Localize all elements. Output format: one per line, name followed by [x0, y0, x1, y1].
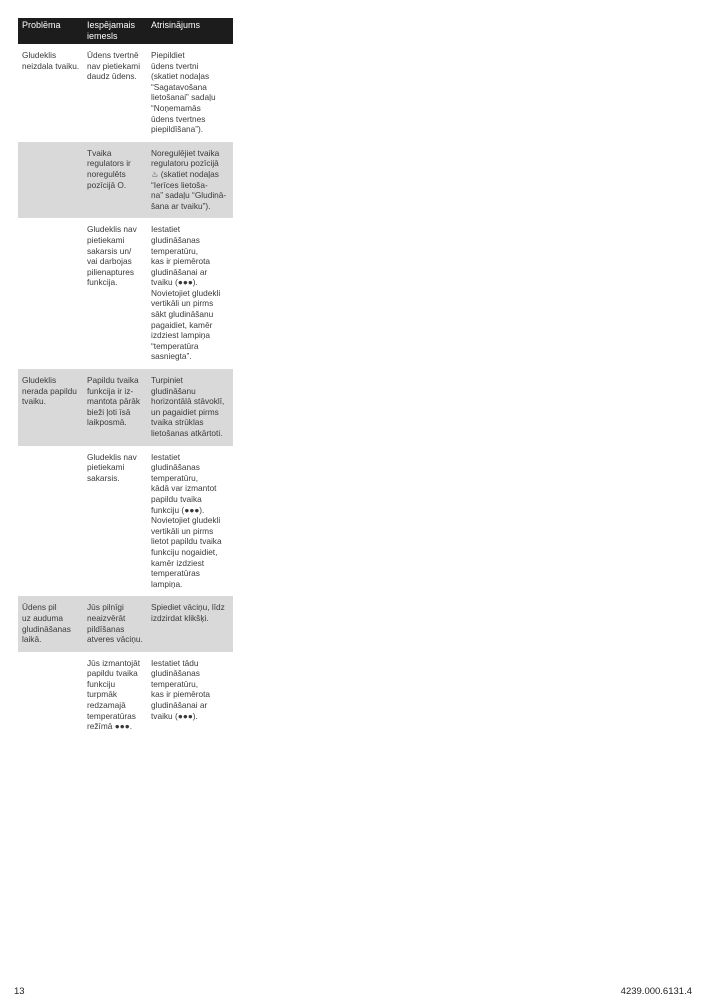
table-row: [18, 596, 233, 651]
table-row: [18, 44, 233, 142]
header-possible-cause: Iespējamais iemesls: [83, 18, 147, 44]
table-row: [18, 652, 233, 739]
document-code: 4239.000.6131.4: [620, 986, 692, 997]
cell-cause: Jūs izmantojāt papildu tvaika funkciju turpmāk redzamajā temperatūras režīmā ●●●.: [87, 657, 141, 732]
cell-solution: Noregulējiet tvaika regulatoru pozīcijā ♨ (skatiet nodaļas “Ierīces lietoša- na” sadaļu “Gludinā- šana ar tvaiku”).: [147, 142, 233, 219]
cell-solution: Spiediet vāciņu, līdz izdzirdat klikšķi.: [147, 596, 233, 651]
table-row: [18, 446, 233, 597]
cell-cause: Ūdens tvertnē nav pietiekami daudz ūdens.: [87, 50, 141, 82]
cell-solution: Piepildiet ūdens tvertni (skatiet nodaļas “Sagatavošana lietošanai” sadaļu “Noņemamās ūdens tvertnes piepildīšana”).: [151, 50, 216, 135]
cell-cause: Tvaika regulators ir noregulēts pozīcijā O.: [83, 142, 147, 219]
cell-problem: Gludeklis nerada papildu tvaiku.: [18, 369, 83, 446]
cell-problem: [18, 446, 83, 597]
cell-solution: Iestatiet tādu gludināšanas temperatūru, kas ir piemērota gludināšanai ar tvaiku (●●●).: [151, 657, 211, 721]
cell-solution: Iestatiet gludināšanas temperatūru, kādā var izmantot papildu tvaika funkciju (●●●). Novietojiet gludekli vertikāli un pirms lietot papildu tvaika funkciju nogaidiet, kamēr izdziest temperatūras lampiņa.: [151, 451, 222, 589]
troubleshooting-table: [18, 18, 233, 739]
cell-problem: [18, 218, 83, 369]
cell-problem: [18, 142, 83, 219]
cell-solution: Iestatiet gludināšanas temperatūru, kas ir piemērota gludināšanai ar tvaiku (●●●). Novietojiet gludekli vertikāli un pirms sākt gludināšanu pagaidiet, kamēr izdziest lampiņa “temperatūra sasniegta”.: [151, 224, 221, 362]
cell-problem: Gludeklis neizdala tvaiku.: [22, 50, 80, 71]
cell-cause: Gludeklis nav pietiekami sakarsis un/ vai darbojas pilienaptures funkcija.: [87, 224, 137, 288]
cell-cause: Jūs pilnīgi neaizvērāt pildīšanas atveres vāciņu.: [83, 596, 147, 651]
cell-problem: Ūdens pil uz auduma gludināšanas laikā.: [18, 596, 83, 651]
cell-problem: [18, 652, 83, 739]
table-header-row: [18, 18, 233, 44]
table-row: [18, 369, 233, 446]
page-number: 13: [14, 986, 25, 997]
header-solution: Atrisinājums: [147, 18, 233, 44]
cell-cause: Papildu tvaika funkcija ir iz- mantota pārāk bieži ļoti īsā laikposmā.: [83, 369, 147, 446]
table-row: [18, 142, 233, 219]
table-row: [18, 218, 233, 369]
cell-cause: Gludeklis nav pietiekami sakarsis.: [87, 451, 137, 483]
cell-solution: Turpiniet gludināšanu horizontālā stāvoklī, un pagaidiet pirms tvaika strūklas lietošanas atkārtoti.: [147, 369, 233, 446]
header-problem: Problēma: [18, 18, 83, 44]
